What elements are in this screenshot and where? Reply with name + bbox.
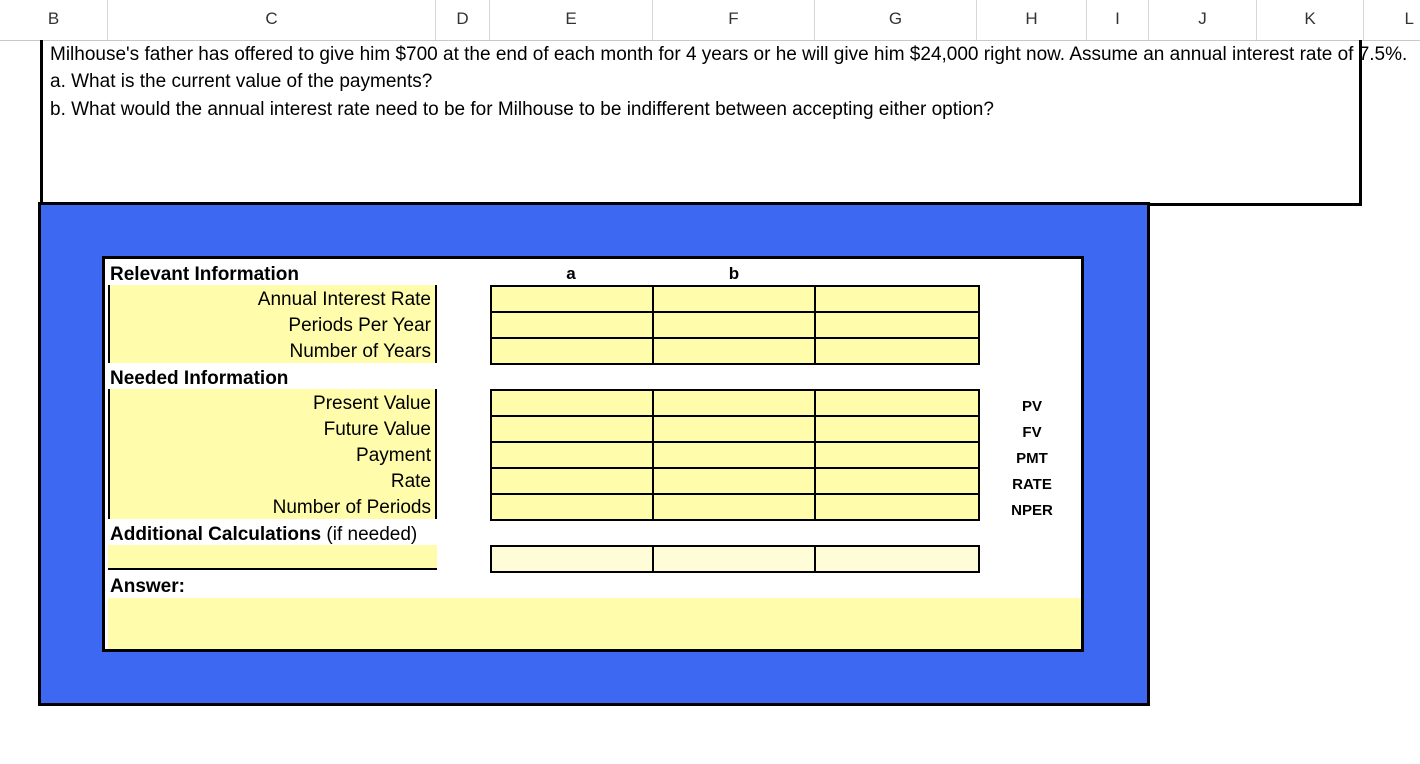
input-cell[interactable] — [652, 389, 816, 417]
present-value-label: Present Value — [313, 393, 431, 414]
problem-line-1: Milhouse's father has offered to give him $700 at the end of each month for 4 years or he will give him $24,000 right now. Assume an annual interest rate of 7.5%. — [50, 44, 1408, 65]
input-cell[interactable] — [490, 311, 654, 339]
column-header-b[interactable]: B — [0, 0, 108, 40]
column-b-header: b — [728, 264, 740, 283]
column-header-l[interactable]: L — [1404, 9, 1414, 28]
payment-label: Payment — [356, 445, 431, 466]
column-header-g[interactable]: G — [815, 0, 977, 40]
needed-info-header: Needed Information — [110, 368, 289, 389]
column-header-j[interactable]: J — [1149, 0, 1257, 40]
column-header-e[interactable]: E — [490, 0, 653, 40]
rate-label: Rate — [390, 471, 431, 492]
additional-calc-cell[interactable] — [652, 545, 816, 573]
answer-label: Answer: — [110, 576, 185, 597]
input-cell[interactable] — [814, 415, 980, 443]
input-cell[interactable] — [814, 493, 980, 521]
future-value-label: Future Value — [323, 419, 431, 440]
column-header-k[interactable]: K — [1257, 0, 1364, 40]
input-cell[interactable] — [814, 389, 980, 417]
additional-calc-cell[interactable] — [814, 545, 980, 573]
column-header-c[interactable]: C — [108, 0, 436, 40]
additional-calc-header — [110, 524, 417, 546]
input-cell[interactable] — [490, 493, 654, 521]
input-cell[interactable] — [814, 337, 980, 365]
nper-function-label: NPER — [1011, 502, 1053, 519]
input-cell[interactable] — [652, 493, 816, 521]
input-cell[interactable] — [490, 285, 654, 313]
relevant-info-header: Relevant Information — [110, 264, 299, 285]
column-header-row — [0, 0, 1420, 41]
worksheet-box — [102, 256, 1084, 652]
rate-function-label: RATE — [1012, 476, 1052, 493]
input-cell[interactable] — [652, 441, 816, 469]
column-header-f[interactable]: F — [653, 0, 815, 40]
periods-per-year-label: Periods Per Year — [288, 315, 431, 336]
input-cell[interactable] — [814, 441, 980, 469]
input-cell[interactable] — [652, 415, 816, 443]
input-cell[interactable] — [490, 467, 654, 495]
number-of-years-label: Number of Years — [289, 341, 431, 362]
column-header-i[interactable]: I — [1087, 0, 1149, 40]
column-header-d[interactable]: D — [436, 0, 490, 40]
column-header-h[interactable]: H — [977, 0, 1087, 40]
input-cell[interactable] — [814, 467, 980, 495]
column-a-header: a — [566, 264, 576, 283]
input-cell[interactable] — [490, 441, 654, 469]
input-cell[interactable] — [814, 285, 980, 313]
problem-statement-box[interactable] — [40, 40, 1408, 206]
problem-line-2: a. What is the current value of the payments? — [50, 71, 433, 92]
number-of-periods-label: Number of Periods — [272, 497, 431, 518]
input-cell[interactable] — [490, 415, 654, 443]
annual-interest-rate-label: Annual Interest Rate — [257, 289, 431, 310]
fv-function-label: FV — [1022, 424, 1042, 441]
additional-calc-label: Additional Calculations — [110, 524, 322, 545]
pmt-function-label: PMT — [1016, 450, 1048, 467]
input-cell[interactable] — [490, 337, 654, 365]
answer-cell[interactable] — [108, 598, 1081, 649]
problem-line-3: b. What would the annual interest rate need to be for Milhouse to be indifferent between accepting either option? — [50, 99, 994, 120]
input-cell[interactable] — [652, 337, 816, 365]
input-cell[interactable] — [652, 285, 816, 313]
additional-label-cell[interactable] — [108, 545, 437, 570]
input-cell[interactable] — [814, 311, 980, 339]
additional-calc-note: (if needed) — [321, 524, 418, 545]
input-cell[interactable] — [490, 389, 654, 417]
input-cell[interactable] — [652, 467, 816, 495]
pv-function-label: PV — [1021, 398, 1042, 415]
additional-calc-cell[interactable] — [490, 545, 654, 573]
input-cell[interactable] — [652, 311, 816, 339]
